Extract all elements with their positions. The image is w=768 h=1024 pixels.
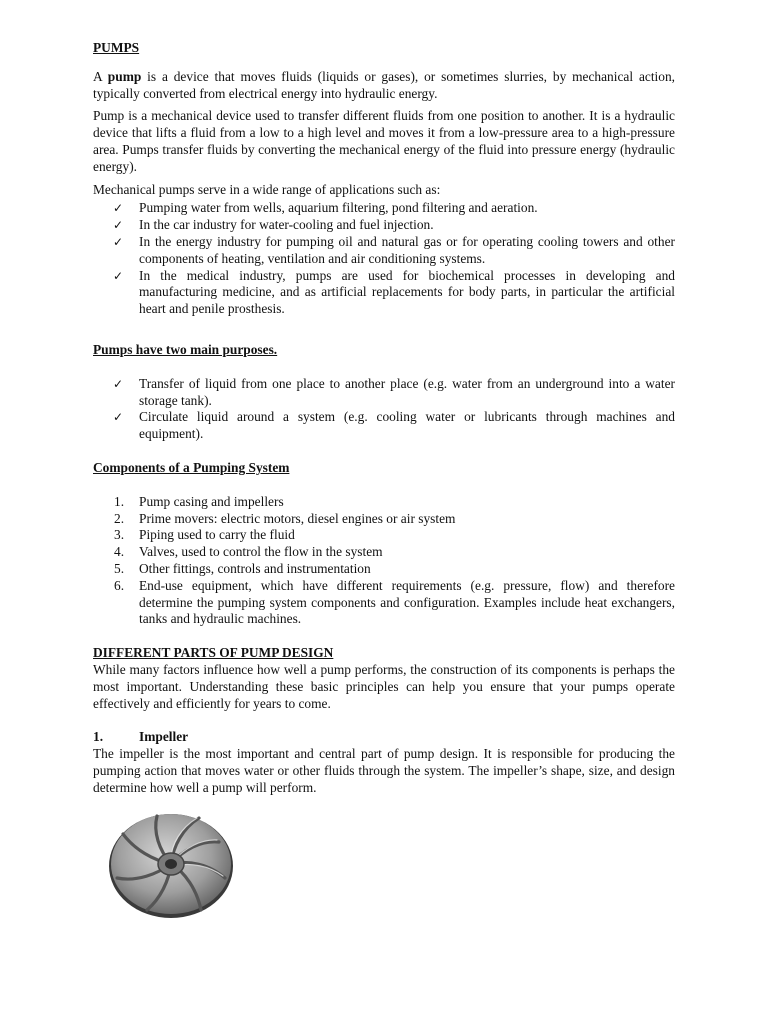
- design-paragraph: While many factors influence how well a pump performs, the construction of its components is perhaps the most important. Understanding these basic principles can help you ensure that your pumps operate effectively and efficiently for years to come.: [93, 661, 675, 711]
- definition-paragraph: Pump is a mechanical device used to transfer different fluids from one position to another. It is a hydraulic device that lifts a fluid from a low to a high level and moves it from a low-pressure area to a high-pressure area. Pumps transfer fluids by converting the mechanical energy of the fluid into pressure energy (hydraulic energy).: [93, 108, 675, 174]
- impeller-paragraph: The impeller is the most important and central part of pump design. It is responsible for producing the pumping action that moves water or other fluids through the system. The impeller’s shape, size, and design determine how well a pump will perform.: [93, 746, 675, 795]
- document-page: [93, 40, 675, 929]
- components-heading: Components of a Pumping System: [93, 459, 290, 475]
- intro-lead: A: [93, 68, 108, 84]
- check-icon: ✓: [113, 201, 124, 216]
- list-item: 4. Valves, used to control the flow in the system: [114, 544, 383, 560]
- list-item: ✓ In the medical industry, pumps are used for biochemical processes in developing and manufacturing medicine, and as artificial replacements for body parts, in particular the artificial heart and penile prosthesis.: [113, 267, 675, 317]
- list-item: 3. Piping used to carry the fluid: [114, 527, 295, 543]
- check-icon: ✓: [113, 410, 124, 425]
- check-icon: ✓: [113, 218, 124, 233]
- list-item: ✓ In the car industry for water-cooling and fuel injection.: [113, 217, 434, 233]
- design-heading: DIFFERENT PARTS OF PUMP DESIGN: [93, 645, 334, 661]
- check-icon: ✓: [113, 234, 124, 249]
- purposes-list: [93, 376, 675, 443]
- list-item: 6. End-use equipment, which have different requirements (e.g. pressure, flow) and therefore determine the pumping system components and configuration. Examples include heat exchangers, tanks and hydraulic machines.: [114, 577, 675, 627]
- intro-paragraph: [93, 69, 675, 103]
- check-icon: ✓: [113, 376, 124, 391]
- list-item: ✓ Transfer of liquid from one place to another place (e.g. water from an underground into a water storage tank).: [113, 375, 675, 408]
- impeller-image: [101, 806, 241, 924]
- list-item: ✓ Pumping water from wells, aquarium filtering, pond filtering and aeration.: [113, 200, 538, 216]
- list-item: 5. Other fittings, controls and instrumentation: [114, 560, 371, 576]
- list-item: ✓ In the energy industry for pumping oil and natural gas or for operating cooling towers and other components of heating, ventilation and air conditioning systems.: [113, 233, 675, 266]
- applications-intro: Mechanical pumps serve in a wide range of applications such as:: [93, 181, 441, 197]
- impeller-heading: 1. Impeller: [93, 729, 189, 745]
- applications-list: [93, 200, 675, 318]
- intro-bold-term: pump: [107, 68, 142, 84]
- purposes-heading: Pumps have two main purposes.: [93, 341, 278, 357]
- list-item: 2. Prime movers: electric motors, diesel engines or air system: [114, 510, 456, 526]
- list-item: ✓ Circulate liquid around a system (e.g. cooling water or lubricants through machines and equipment).: [113, 409, 675, 442]
- check-icon: ✓: [113, 268, 124, 283]
- page-title: PUMPS: [93, 40, 140, 55]
- components-list: [93, 494, 675, 628]
- list-item: 1. Pump casing and impellers: [114, 493, 284, 509]
- intro-rest: is a device that moves fluids (liquids or gases), or sometimes slurries, by mechanical action, typically converted from electrical energy into hydraulic energy.: [93, 68, 676, 101]
